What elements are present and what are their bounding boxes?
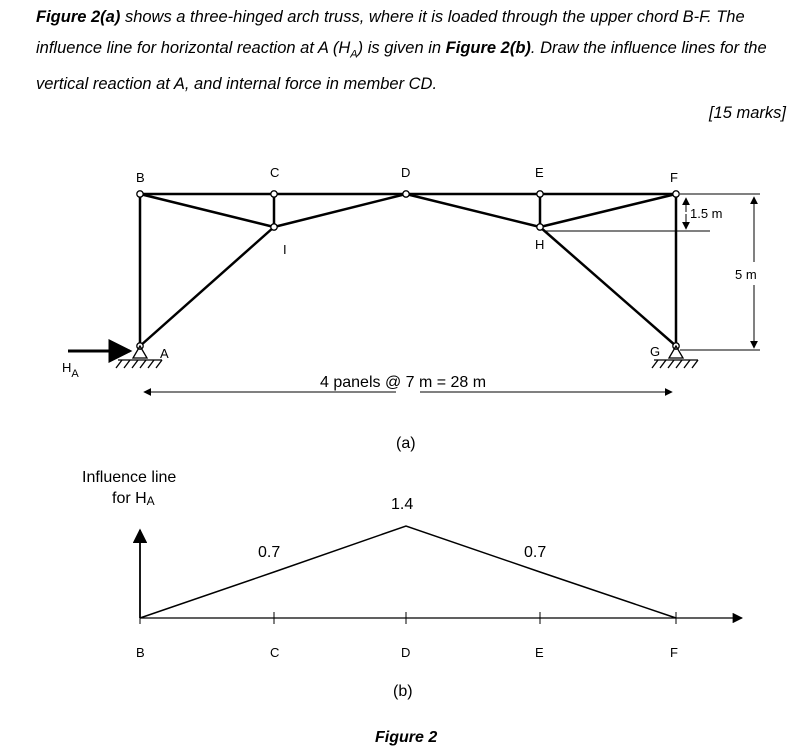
- tick-label-E: E: [535, 645, 544, 660]
- influence-axes: [140, 530, 742, 618]
- tick-label-D: D: [401, 645, 411, 660]
- joint-B: [137, 191, 143, 197]
- tick-label-B: B: [136, 645, 145, 660]
- value-label-D: 1.4: [391, 496, 414, 513]
- joint-D: [403, 191, 409, 197]
- truss-joints: [137, 191, 679, 349]
- question-part-3: . Draw the influence lines for the vertical reaction at A, and internal force in member CD.: [36, 38, 767, 94]
- value-label-C: 0.7: [258, 544, 281, 561]
- joint-I: [271, 224, 277, 230]
- label-B: B: [136, 170, 145, 185]
- label-A: A: [160, 346, 169, 361]
- figure-ref-a: Figure 2(a): [36, 8, 121, 26]
- joint-F: [673, 191, 679, 197]
- member-ID: [274, 194, 406, 227]
- joint-E: [537, 191, 543, 197]
- dimension-height: 5 m: [735, 267, 757, 282]
- member-HF: [540, 194, 676, 227]
- label-C: C: [270, 165, 280, 180]
- label-D: D: [401, 165, 411, 180]
- tick-label-C: C: [270, 645, 280, 660]
- figure-ref-b: Figure 2(b): [445, 38, 531, 57]
- member-DH: [406, 194, 540, 227]
- figure-caption: Figure 2: [375, 729, 438, 746]
- label-E: E: [535, 165, 544, 180]
- marks-label: [15 marks]: [708, 104, 786, 122]
- joint-H: [537, 224, 543, 230]
- label-H: H: [535, 237, 545, 252]
- caption-a: (a): [396, 435, 416, 452]
- dimension-lines: [144, 194, 760, 392]
- label-I: I: [283, 242, 287, 257]
- member-BI: [140, 194, 274, 227]
- tick-label-F: F: [670, 645, 678, 660]
- influence-title-2: for HA: [112, 490, 155, 508]
- label-G: G: [650, 344, 661, 359]
- span-label: 4 panels @ 7 m = 28 m: [320, 374, 487, 391]
- label-F: F: [670, 170, 678, 185]
- question-subscript: A: [350, 47, 358, 60]
- question-part-1: shows a three-hinged arch truss, where it is loaded through the upper chord B-F. The influence line for horizontal reaction at A (H: [36, 8, 745, 57]
- truss-diagram: [140, 194, 676, 346]
- member-GH: [540, 227, 676, 346]
- influence-line: [140, 526, 676, 618]
- joint-C: [271, 191, 277, 197]
- dimension-top: 1.5 m: [690, 206, 723, 221]
- influence-title-1: Influence line: [82, 469, 177, 486]
- question-part-2: ) is given in: [357, 38, 446, 57]
- caption-b: (b): [393, 683, 413, 700]
- member-AI: [140, 227, 274, 346]
- value-label-E: 0.7: [524, 544, 547, 561]
- reaction-label: $H_A$: [62, 360, 79, 380]
